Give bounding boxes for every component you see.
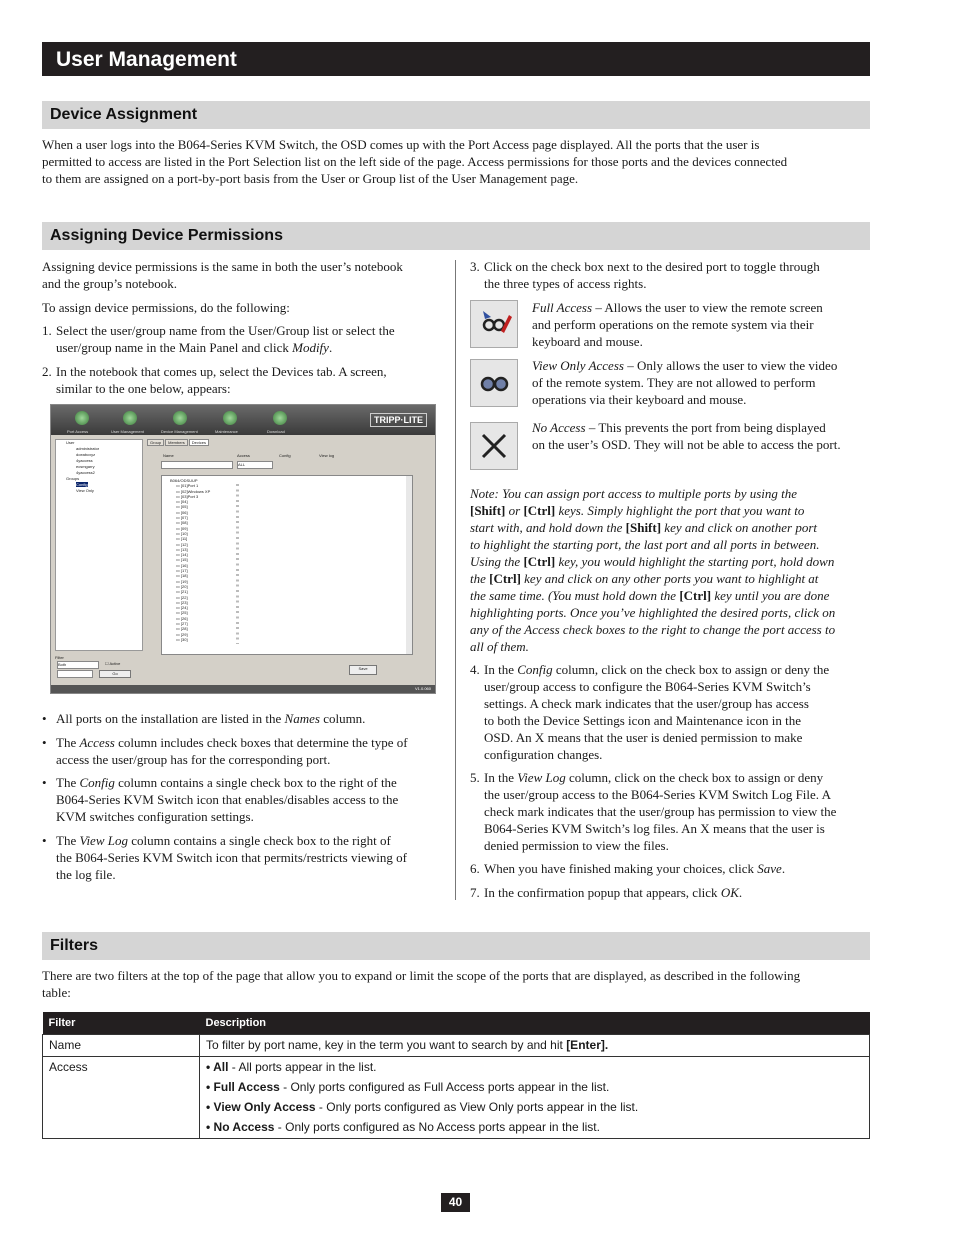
text: denied permission to view the files. xyxy=(484,838,669,853)
step-text xyxy=(56,363,387,397)
item-term: • View Only Access xyxy=(206,1100,316,1114)
step-text xyxy=(56,322,395,356)
text-line: the three types of access rights. xyxy=(484,276,647,291)
cell-description xyxy=(200,1035,870,1057)
italic-term: View Only Access xyxy=(532,358,624,373)
save-button[interactable]: Save xyxy=(349,665,377,675)
full-access-desc xyxy=(532,299,823,350)
bullet: • xyxy=(42,775,47,790)
col-access: Access xyxy=(237,453,250,458)
text: start with, and hold down the xyxy=(470,520,626,535)
port-row[interactable]: ▭ [14] xyxy=(176,552,188,558)
italic-term: View Log xyxy=(79,833,128,848)
maintenance-icon xyxy=(223,411,237,425)
italic-term: Names xyxy=(284,711,320,726)
item-text: - Only ports configured as View Only ports appear in the list. xyxy=(315,1100,639,1114)
tree-node[interactable]: View Only xyxy=(76,488,94,493)
bullet: • xyxy=(42,735,47,750)
text: check mark indicates that the user/group has permission to view the xyxy=(484,804,837,819)
scrollbar[interactable] xyxy=(406,476,412,654)
tab-group[interactable]: Group xyxy=(147,439,164,446)
text-line: Click on the check box next to the desired port to toggle through xyxy=(484,259,820,274)
port-row[interactable]: ▭ [07] xyxy=(176,515,188,521)
list-item xyxy=(206,1100,863,1115)
port-row[interactable]: ▭ [21] xyxy=(176,589,188,595)
key-shift: [Shift] xyxy=(470,503,506,518)
text: When you have finished making your choices, click xyxy=(484,861,758,876)
text: B064-Series KVM Switch icon that enables/disables access to the xyxy=(56,792,399,807)
italic-term: No Access xyxy=(532,420,586,435)
port-list xyxy=(170,478,211,642)
text: access the user/group has for the corresponding port. xyxy=(56,752,331,767)
list-item xyxy=(206,1080,863,1095)
text: The xyxy=(56,833,80,848)
step-number: 6. xyxy=(470,861,480,876)
text: column, click on the check box to assign or deny xyxy=(565,770,824,785)
key-enter: [Enter]. xyxy=(566,1038,609,1052)
text: column includes check boxes that determine the type of xyxy=(114,735,408,750)
tree-node[interactable]: ecsmgarry xyxy=(76,464,95,469)
key-ctrl: [Ctrl] xyxy=(523,503,556,518)
cell-filter: Name xyxy=(43,1035,200,1057)
text-line: In the notebook that comes up, select the Devices tab. A screen, xyxy=(56,364,387,379)
tree-node[interactable]: administrator xyxy=(76,446,100,451)
active-checkbox[interactable]: ☐ Active xyxy=(105,661,121,666)
text: on the user’s OSD. They will not be able to access the port. xyxy=(532,437,841,452)
port-row[interactable]: ▭ [04] xyxy=(176,499,188,505)
text-punct: . xyxy=(328,340,333,355)
header-description: Description xyxy=(200,1012,870,1035)
key-ctrl: [Ctrl] xyxy=(679,588,712,603)
port-row[interactable]: ▭ [28] xyxy=(176,626,188,632)
text-line: Assigning device permissions is the same in both the user’s notebook xyxy=(42,259,403,274)
text: the B064-Series KVM Switch icon that permits/restricts viewing of xyxy=(56,850,407,865)
kvm-filter-area xyxy=(55,655,135,681)
toolbar-label: Port Access xyxy=(67,429,89,434)
item-term: • All xyxy=(206,1060,229,1074)
col-name: Name xyxy=(163,453,174,458)
view-only-icon xyxy=(470,359,518,407)
text: to highlight the starting port, the last port and all ports in between. xyxy=(470,537,820,552)
tree-node[interactable]: doeabcxyz xyxy=(76,452,96,457)
text: any of the Access check boxes to the right to change the port access to xyxy=(470,622,836,637)
kvm-toolbar xyxy=(51,405,435,435)
text: column. xyxy=(319,711,366,726)
kvm-statusbar xyxy=(51,685,435,693)
list-item xyxy=(206,1060,863,1075)
tree-node-selected[interactable]: Config xyxy=(76,482,88,487)
text: All ports on the installation are listed in the xyxy=(56,711,285,726)
port-grid xyxy=(161,475,413,655)
text: the log file. xyxy=(56,867,116,882)
text: KVM switches configuration settings. xyxy=(56,809,254,824)
step-number: 2. xyxy=(42,364,52,379)
text-line: user/group name in the Main Panel and click xyxy=(56,340,293,355)
step-number: 1. xyxy=(42,323,52,338)
port-row[interactable]: ▭ [11] xyxy=(176,536,188,542)
column-divider xyxy=(455,260,456,900)
text: or xyxy=(505,503,524,518)
port-row[interactable]: ▭ [03]Port 3 xyxy=(176,493,199,499)
port-row[interactable]: ▭ [29] xyxy=(176,631,188,637)
item-text: - Only ports configured as No Access ports appear in the list. xyxy=(274,1120,600,1134)
user-management-icon xyxy=(123,411,137,425)
text-line: table: xyxy=(42,985,71,1000)
go-button[interactable]: Go xyxy=(99,670,131,678)
header-filter: Filter xyxy=(43,1012,200,1035)
filter-text-input[interactable] xyxy=(57,670,93,678)
user-group-tree xyxy=(55,439,143,651)
item-text: - Only ports configured as Full Access ports appear in the list. xyxy=(279,1080,610,1094)
cell-description xyxy=(200,1057,870,1139)
tree-node[interactable]: 4yaccess2 xyxy=(76,470,95,475)
full-access-icon xyxy=(470,300,518,348)
text: OSD. An X means that the user is denied permission to make xyxy=(484,730,803,745)
toolbar-label: Download xyxy=(267,429,285,434)
select-value: ALL xyxy=(238,462,246,467)
text-line: similar to the one below, appears: xyxy=(56,381,231,396)
text: To filter by port name, key in the term you want to search by and hit xyxy=(206,1038,567,1052)
filters-body xyxy=(42,967,800,1001)
italic-term: Access xyxy=(79,735,115,750)
item-term: • No Access xyxy=(206,1120,275,1134)
name-filter-input[interactable] xyxy=(161,461,233,469)
port-row[interactable]: ▭ [02]Windows XP xyxy=(176,488,211,494)
col-config: Config xyxy=(279,453,291,458)
text: – Only allows the user to view the video xyxy=(623,358,838,373)
port-row[interactable]: ▭ [30] xyxy=(176,636,188,642)
text-line: to them are assigned on a port-by-port basis from the User or Group list of the User Management page. xyxy=(42,171,579,186)
toolbar-label: Maintenance xyxy=(215,429,238,434)
key-ctrl: [Ctrl] xyxy=(523,554,556,569)
port-row[interactable]: ▭ [08] xyxy=(176,520,188,526)
italic-term: View Log xyxy=(517,770,566,785)
text-line: and the group’s notebook. xyxy=(42,276,178,291)
text: and perform operations on the remote system via their xyxy=(532,317,814,332)
text: In the xyxy=(484,662,518,677)
port-row[interactable]: ▭ [15] xyxy=(176,557,188,563)
port-row[interactable]: ▭ [24] xyxy=(176,605,188,611)
text-line: There are two filters at the top of the page that allow you to expand or limit the scope of the ports that are displayed, as described in the following xyxy=(42,968,801,983)
section-device-assignment xyxy=(42,101,870,129)
port-row[interactable]: ▭ [05] xyxy=(176,504,188,510)
text: highlighting ports. Once you’ve highlighted the desired ports, click on xyxy=(470,605,836,620)
text: . xyxy=(738,885,743,900)
filter-table xyxy=(42,1012,870,1139)
col-viewlog: View log xyxy=(319,453,335,458)
port-row[interactable]: ▭ [09] xyxy=(176,525,188,531)
port-row[interactable]: ▭ [22] xyxy=(176,594,188,600)
text: of the remote system. They are not allowed to perform xyxy=(532,375,816,390)
no-access-icon xyxy=(470,422,518,470)
step-number: 7. xyxy=(470,885,480,900)
text: keys. Simply highlight the port that you want to xyxy=(555,503,805,518)
text-line: Select the user/group name from the User/Group list or select the xyxy=(56,323,395,338)
tripp-lite-logo: TRIPP·LITE xyxy=(370,413,427,427)
intro-paragraph xyxy=(42,258,403,292)
section-filters xyxy=(42,932,870,960)
devices-panel xyxy=(147,439,431,655)
text: column contains a single check box to the right of the xyxy=(114,775,397,790)
port-row[interactable]: ▭ [20] xyxy=(176,583,188,589)
text: the user/group access to the B064-Series KVM Switch Log File. A xyxy=(484,787,831,802)
text: B064-Series KVM Switch’s log files. An X means that the user is xyxy=(484,821,825,836)
port-row[interactable]: ▭ [25] xyxy=(176,610,188,616)
port-row[interactable]: ▭ [26] xyxy=(176,615,188,621)
port-row[interactable]: ▭ [06] xyxy=(176,509,188,515)
note-block xyxy=(470,485,835,655)
port-row[interactable]: ▭ [27] xyxy=(176,621,188,627)
text: key, you would highlight the starting port, hold down xyxy=(555,554,835,569)
text: all of them. xyxy=(470,639,529,654)
access-checkboxes[interactable] xyxy=(236,484,239,644)
access-filter-select[interactable] xyxy=(237,461,273,469)
port-access-icon xyxy=(75,411,89,425)
toolbar-label: User Management xyxy=(111,429,144,434)
no-access-desc xyxy=(532,419,841,453)
port-row[interactable]: ▭ [18] xyxy=(176,573,188,579)
port-row[interactable]: ▭ [10] xyxy=(176,530,188,536)
port-row[interactable]: ▭ [13] xyxy=(176,546,188,552)
text: operations via their keyboard and mouse. xyxy=(532,392,747,407)
cell-filter: Access xyxy=(43,1057,200,1139)
text: Note: You can assign port access to multiple ports by using the xyxy=(470,486,798,501)
italic-term: Save xyxy=(757,861,782,876)
text: to both the Device Settings icon and Maintenance icon in the xyxy=(484,713,801,728)
view-only-desc xyxy=(532,357,837,408)
filter-select[interactable] xyxy=(57,661,99,669)
page-title: User Management xyxy=(56,48,237,71)
root-node[interactable]: B064/ODSUUP xyxy=(170,478,198,483)
text: settings. A check mark indicates that the user/group has access xyxy=(484,696,809,711)
page-number: 40 xyxy=(441,1193,470,1212)
step-number: 4. xyxy=(470,662,480,677)
device-assignment-body xyxy=(42,136,787,187)
text: the xyxy=(470,571,490,586)
italic-term: OK xyxy=(720,885,739,900)
tab-devices[interactable]: Devices xyxy=(189,439,209,446)
port-row[interactable]: ▭ [23] xyxy=(176,599,188,605)
filter-label: Filter xyxy=(55,655,64,660)
table-header-row xyxy=(43,1012,870,1035)
text: The xyxy=(56,775,80,790)
italic-term: Config xyxy=(79,775,115,790)
text-line: When a user logs into the B064-Series KVM Switch, the OSD comes up with the Port Access page displayed. All the ports that the user is xyxy=(42,137,760,152)
select-value: Both xyxy=(58,662,67,667)
text: In the confirmation popup that appears, click xyxy=(484,885,721,900)
text-line: permitted to access are listed in the Port Selection list on the left side of the page. Access permissions for those ports and the devices connected xyxy=(42,154,788,169)
text: the same time. (You must hold down the xyxy=(470,588,680,603)
text: Using the xyxy=(470,554,524,569)
tree-node[interactable]: 4yaccess xyxy=(76,458,93,463)
list-item xyxy=(206,1120,863,1135)
port-row[interactable]: ▭ [12] xyxy=(176,541,188,547)
text: configuration changes. xyxy=(484,747,603,762)
step-number: 3. xyxy=(470,259,480,274)
active-label: Active xyxy=(109,661,121,666)
tab-members[interactable]: Members xyxy=(165,439,188,446)
text: column contains a single check box to the right of xyxy=(127,833,391,848)
port-row[interactable]: ▭ [17] xyxy=(176,568,188,574)
text: . xyxy=(781,861,786,876)
port-row[interactable]: ▭ [01]Port 1 xyxy=(176,483,199,489)
text: key and click on any other ports you want to highlight at xyxy=(520,571,819,586)
text: key until you are done xyxy=(711,588,830,603)
bullet: • xyxy=(42,833,47,848)
port-row[interactable]: ▭ [16] xyxy=(176,562,188,568)
text: user/group access to configure the B064-Series KVM Switch’s xyxy=(484,679,811,694)
kvm-screenshot xyxy=(50,404,436,694)
section-heading: Filters xyxy=(50,937,99,954)
italic-term: Full Access xyxy=(532,300,593,315)
section-heading: Assigning Device Permissions xyxy=(50,227,283,244)
italic-term: Modify xyxy=(292,340,329,355)
text: In the xyxy=(484,770,518,785)
section-heading: Device Assignment xyxy=(50,106,198,123)
toolbar-label: Device Management xyxy=(161,429,198,434)
table-row xyxy=(43,1035,870,1057)
text: The xyxy=(56,735,80,750)
table-row xyxy=(43,1057,870,1139)
port-row[interactable]: ▭ [19] xyxy=(176,578,188,584)
intro-line: To assign device permissions, do the following: xyxy=(42,300,290,315)
device-management-icon xyxy=(173,411,187,425)
text: keyboard and mouse. xyxy=(532,334,643,349)
item-term: • Full Access xyxy=(206,1080,280,1094)
title-bar xyxy=(42,42,870,76)
key-ctrl: [Ctrl] xyxy=(489,571,521,586)
text: key and click on another port xyxy=(661,520,818,535)
text: – This prevents the port from being displayed xyxy=(585,420,826,435)
download-icon xyxy=(273,411,287,425)
key-shift: [Shift] xyxy=(625,520,662,535)
text: column, click on the check box to assign or deny the xyxy=(552,662,830,677)
tree-node[interactable]: Groups xyxy=(66,476,80,481)
italic-term: Config xyxy=(517,662,553,677)
notebook-tabs xyxy=(147,439,210,447)
bullet: • xyxy=(42,711,47,726)
text: – Allows the user to view the remote screen xyxy=(592,300,823,315)
version-label: V1.0.060 xyxy=(414,686,431,691)
step-number: 5. xyxy=(470,770,480,785)
item-text: - All ports appear in the list. xyxy=(228,1060,377,1074)
tree-node[interactable]: User xyxy=(66,440,75,445)
section-assigning xyxy=(42,222,870,250)
